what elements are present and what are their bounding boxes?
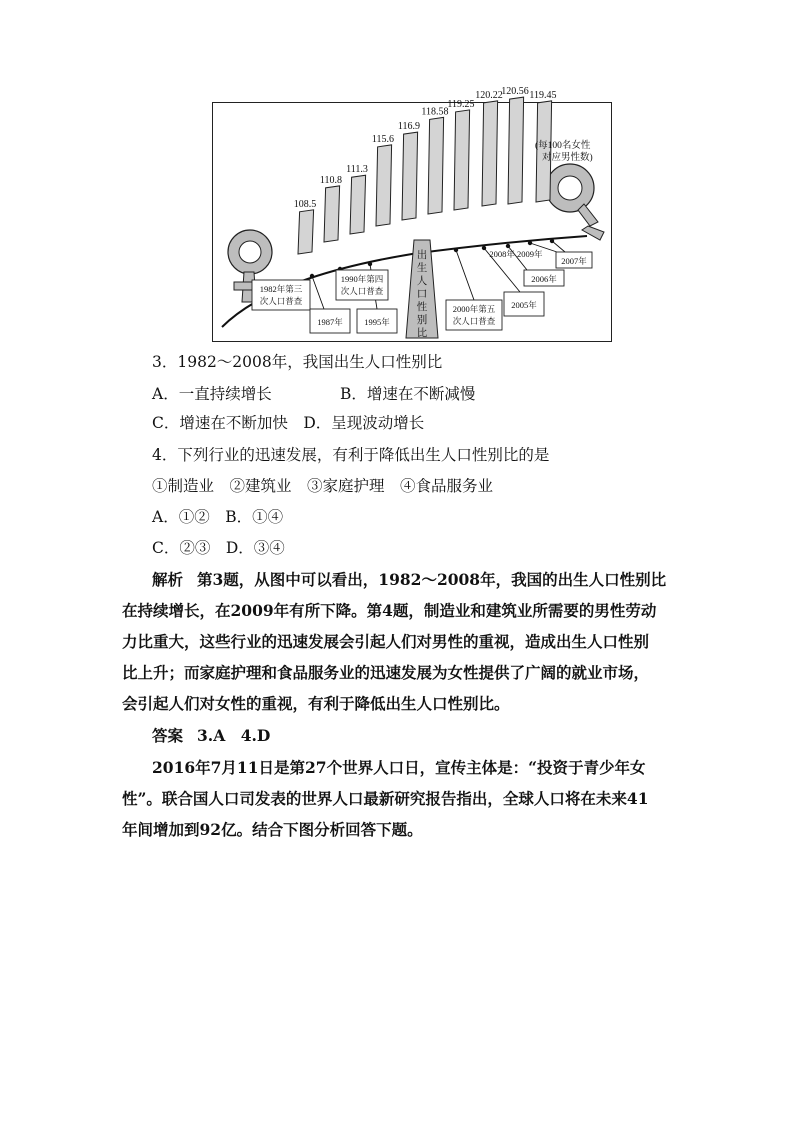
analysis-line1: 第3题，从图中可以看出，1982～2008年，我国的出生人口性别比: [197, 570, 667, 589]
intro-line2: 性”。联合国人口司发表的世界人口最新研究报告指出，全球人口将在未来41: [122, 789, 649, 808]
note-line1: (每100名女性: [535, 141, 591, 151]
label-2005: 2005年: [511, 300, 537, 310]
label-1982-line1: 1982年第三: [259, 284, 303, 294]
q4-stem: 4．下列行业的迅速发展，有利于降低出生人口性别比的是: [152, 446, 550, 464]
label-1982-line2: 次人口普查: [259, 296, 303, 306]
bar-label-8: 120.22: [475, 89, 503, 101]
bar-10: [536, 101, 552, 202]
bar-9: [508, 97, 524, 204]
label-2008-2009: 2008年 2009年: [489, 249, 543, 259]
label-1995: 1995年: [364, 317, 390, 327]
analysis-line2: 在持续增长，在2009年有所下降。第4题，制造业和建筑业所需要的男性劳动: [122, 601, 657, 620]
analysis-line5: 会引起人们对女性的重视，有利于降低出生人口性别比。: [122, 694, 510, 713]
bar-label-5: 116.9: [397, 121, 421, 133]
bar-label-9: 120.56: [501, 86, 529, 98]
label-2000-line1: 2000年第五: [452, 304, 496, 314]
q4-option-cd: C．②③ D．③④: [152, 539, 285, 557]
analysis-block: [152, 570, 666, 590]
label-1990-line1: 1990年第四: [340, 274, 384, 284]
sex-ratio-figure: [212, 86, 612, 342]
bar-label-2: 110.8: [319, 174, 343, 186]
intro-line3: 年间增加到92亿。结合下图分析回答下题。: [122, 820, 423, 839]
intro-line1: 2016年7月11日是第27个世界人口日，宣传主体是：“投资于青少年女: [152, 758, 646, 777]
bar-label-4: 115.6: [371, 133, 395, 145]
bar-label-7: 119.25: [447, 98, 475, 110]
bar-label-1: 108.5: [293, 198, 317, 210]
bar-1: [298, 210, 314, 254]
label-2006: 2006年: [531, 274, 557, 284]
bar-5: [402, 132, 418, 220]
analysis-label: 解析: [152, 570, 184, 589]
figure-svg: [212, 86, 612, 342]
bar-2: [324, 186, 340, 242]
bar-7: [454, 110, 470, 210]
analysis-line4: 比上升；而家庭护理和食品服务业的迅速发展为女性提供了广阔的就业市场，: [122, 663, 650, 682]
label-1990-line2: 次人口普查: [340, 286, 384, 296]
bar-label-10: 119.45: [529, 89, 557, 101]
bar-6: [428, 117, 444, 214]
q3-option-cd: C．增速在不断加快 D．呈现波动增长: [152, 414, 425, 432]
note-line2: 对应男性数): [542, 153, 593, 163]
bar-label-3: 111.3: [346, 164, 368, 176]
label-1987: 1987年: [317, 317, 343, 327]
q4-option-ab: A．①② B．①④: [152, 508, 284, 526]
bar-label-6: 118.58: [421, 106, 449, 118]
bar-8: [482, 101, 498, 206]
q4-items: ①制造业 ②建筑业 ③家庭护理 ④食品服务业: [152, 477, 494, 495]
answer-label: 答案: [152, 726, 184, 745]
center-pillar-label: 出生人口性别比: [416, 250, 428, 339]
q3-option-a: A．一直持续增长: [152, 385, 272, 403]
bar-4: [376, 145, 392, 226]
q3-option-b: B．增速在不断减慢: [340, 385, 476, 403]
analysis-line3: 力比重大，这些行业的迅速发展会引起人们对男性的重视，造成出生人口性别: [122, 632, 650, 651]
bar-3: [350, 175, 366, 234]
q3-stem: 3．1982～2008年，我国出生人口性别比: [152, 353, 443, 371]
label-2000-line2: 次人口普查: [452, 316, 496, 326]
answer-text: 3.A 4.D: [197, 726, 271, 745]
answer-block: [152, 726, 270, 746]
label-2007: 2007年: [561, 256, 587, 266]
